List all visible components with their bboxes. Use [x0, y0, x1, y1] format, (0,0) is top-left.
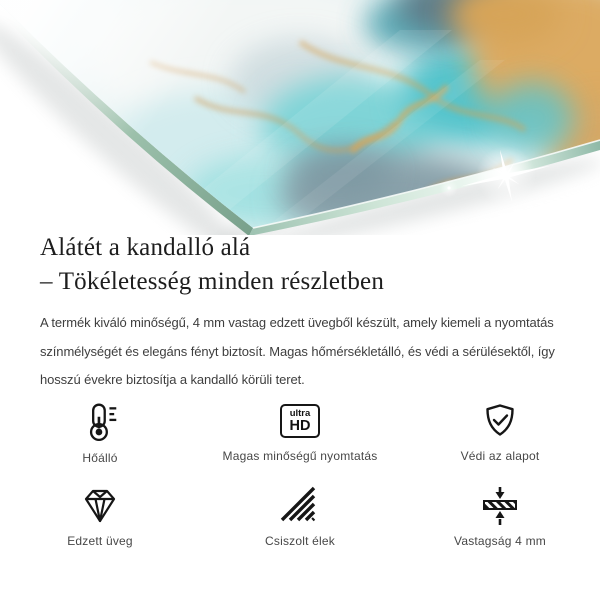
description-line: hosszú évekre biztosítja a kandalló körüli teret. [40, 372, 305, 387]
polished-edges-icon [280, 486, 320, 526]
description-line: színmélységét és elegáns fényt biztosít. Magas hőmérsékletálló, és védi a sérülésektől, így [40, 343, 555, 359]
ultra-hd-icon-text-bottom: HD [289, 418, 311, 434]
feature-protects-base [400, 401, 600, 463]
feature-ultra-hd-print [200, 401, 400, 463]
title-line-2: – Tökéletesség minden részletben [40, 268, 385, 295]
description-line: A termék kiváló minőségű, 4 mm vastag edzett üvegből készült, amely kiemeli a nyomtatás [40, 315, 554, 330]
glass-panel-render [0, 0, 600, 235]
thickness-icon [480, 486, 520, 526]
page-title [40, 231, 384, 299]
ultra-hd-icon [280, 401, 320, 441]
diamond-icon [80, 486, 120, 526]
features-grid [0, 401, 600, 548]
feature-heat-resistant [0, 401, 200, 463]
thermometer-icon [79, 401, 121, 443]
feature-polished-edges [200, 486, 400, 548]
product-image [0, 0, 600, 235]
small-glint [440, 179, 458, 197]
feature-label: Vastagság 4 mm [454, 534, 546, 548]
feature-thickness-4mm [400, 486, 600, 548]
feature-tempered-glass [0, 486, 200, 548]
shield-check-icon [480, 401, 520, 441]
feature-label: Magas minőségű nyomtatás [222, 449, 378, 463]
title-line-1: Alátét a kandalló alá [40, 234, 251, 261]
feature-label: Védi az alapot [460, 449, 540, 463]
feature-label: Hőálló [82, 451, 118, 465]
product-description [40, 309, 580, 395]
feature-label: Edzett üveg [67, 534, 133, 548]
feature-label: Csiszolt élek [265, 534, 335, 548]
ultra-hd-icon-text-top: ultra [289, 407, 311, 419]
